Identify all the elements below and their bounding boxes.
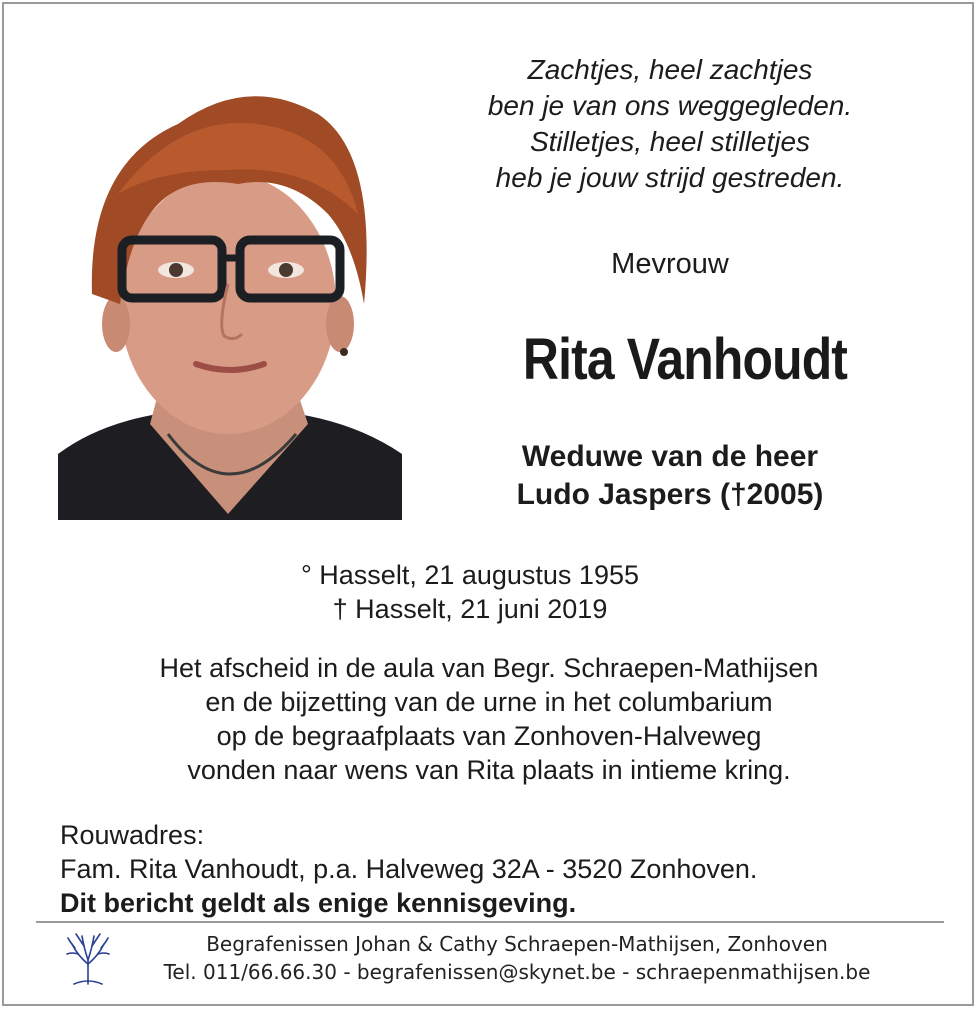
life-dates: [0, 558, 940, 626]
tree-logo-icon: [64, 930, 112, 986]
farewell-line: vonden naar wens van Rita plaats in intieme kring.: [187, 755, 791, 785]
notice-line: Dit bericht geldt als enige kennisgeving.: [60, 888, 577, 918]
address-line: Fam. Rita Vanhoudt, p.a. Halveweg 32A - 3520 Zonhoven.: [60, 854, 758, 884]
poem-line: Zachtjes, heel zachtjes: [527, 54, 813, 85]
farewell-text: [0, 651, 978, 787]
widow-line: Ludo Jaspers (†2005): [516, 478, 824, 511]
widow-line: Weduwe van de heer: [521, 440, 819, 473]
honorific: Mevrouw: [611, 248, 729, 280]
mourning-address: [60, 818, 940, 920]
poem-line: Stilletjes, heel stilletjes: [529, 126, 811, 157]
deceased-name: Rita Vanhoudt: [522, 327, 848, 392]
funeral-home-footer: [112, 930, 922, 986]
death-date: † Hasselt, 21 juni 2019: [332, 594, 608, 624]
funeral-home-name: Begrafenissen Johan & Cathy Schraepen-Mathijsen, Zonhoven: [206, 932, 828, 956]
widow-of: [420, 438, 920, 514]
footer-divider: [36, 921, 944, 923]
farewell-line: Het afscheid in de aula van Begr. Schraepen-Mathijsen: [159, 653, 819, 683]
poem: [420, 52, 920, 196]
funeral-home-contact: Tel. 011/66.66.30 - begrafenissen@skynet.be - schraepenmathijsen.be: [163, 960, 871, 984]
portrait-photo: [58, 74, 402, 520]
farewell-line: en de bijzetting van de urne in het columbarium: [205, 687, 773, 717]
farewell-line: op de begraafplaats van Zonhoven-Halveweg: [216, 721, 762, 751]
poem-line: ben je van ons weggegleden.: [487, 90, 853, 121]
address-label: Rouwadres:: [60, 820, 205, 850]
poem-line: heb je jouw strijd gestreden.: [495, 162, 845, 193]
birth-date: ° Hasselt, 21 augustus 1955: [300, 560, 639, 590]
